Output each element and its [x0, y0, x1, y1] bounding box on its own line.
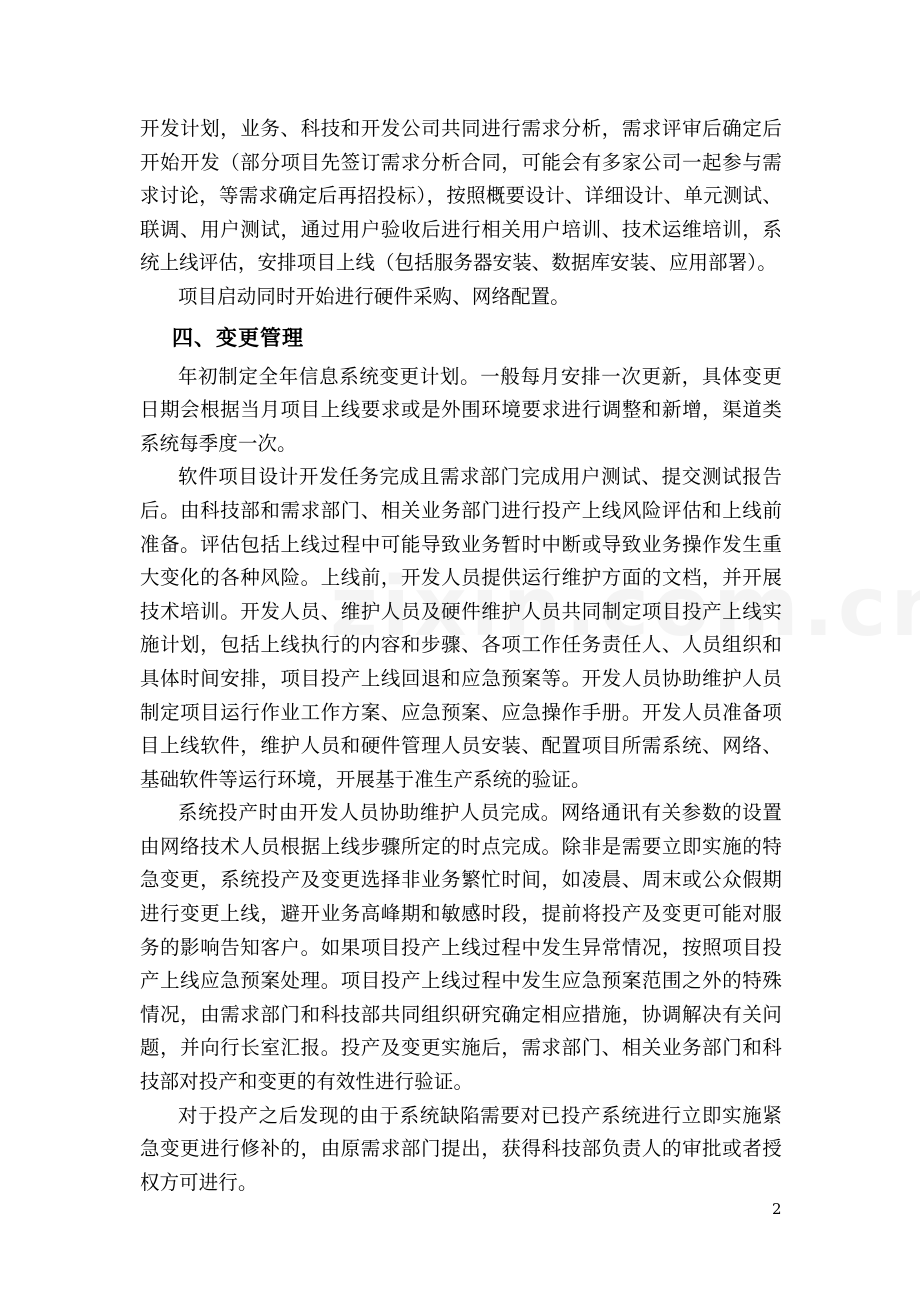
paragraph-annual-change-plan: 年初制定全年信息系统变更计划。一般每月安排一次更新，具体变更日期会根据当月项目上线要求或是外围环境要求进行调整和新增，渠道类系统每季度一次。: [140, 364, 782, 455]
paragraph-emergency-change: 对于投产之后发现的由于系统缺陷需要对已投产系统进行立即实施紧急变更进行修补的，由原需求部门提出，获得科技部负责人的审批或者授权方可进行。: [140, 1103, 782, 1194]
page-number: 2: [772, 1200, 782, 1218]
paragraph-hardware-procurement: 项目启动同时开始进行硬件采购、网络配置。: [178, 284, 570, 308]
section-heading: 四、变更管理: [172, 325, 304, 350]
page-body: [140, 112, 782, 1199]
paragraph-development-plan: 开发计划，业务、科技和开发公司共同进行需求分析，需求评审后确定后开始开发（部分项目先签订需求分析合同，可能会有多家公司一起参与需求讨论，等需求确定后再招投标），按照概要设计、详细设计、单元测试、联调、用户测试，通过用户验收后进行相关用户培训、技术运维培训，系统上线评估，安排项目上线（包括服务器安装、数据库安装、应用部署）。: [140, 117, 782, 275]
paragraph-launch-preparation: 软件项目设计开发任务完成且需求部门完成用户测试、提交测试报告后。由科技部和需求部门、相关业务部门进行投产上线风险评估和上线前准备。评估包括上线过程中可能导致业务暂时中断或导致业务操作发生重大变化的各种风险。上线前，开发人员提供运行维护方面的文档，并开展技术培训。开发人员、维护人员及硬件维护人员共同制定项目投产上线实施计划，包括上线执行的内容和步骤、各项工作任务责任人、人员组织和具体时间安排，项目投产上线回退和应急预案等。开发人员协助维护人员制定项目运行作业工作方案、应急预案、应急操作手册。开发人员准备项目上线软件，维护人员和硬件管理人员安装、配置项目所需系统、网络、基础软件等运行环境，开展基于准生产系统的验证。: [140, 465, 782, 791]
paragraph-production-deployment: 系统投产时由开发人员协助维护人员完成。网络通讯有关参数的设置由网络技术人员根据上线步骤所定的时点完成。除非是需要立即实施的特急变更，系统投产及变更选择非业务繁忙时间，如凌晨、周末或公众假期进行变更上线，避开业务高峰期和敏感时段，提前将投产及变更可能对服务的影响告知客户。如果项目投产上线过程中发生异常情况，按照项目投产上线应急预案处理。项目投产上线过程中发生应急预案范围之外的特殊情况，由需求部门和科技部共同组织研究确定相应措施，协调解决有关问题，并向行长室汇报。投产及变更实施后，需求部门、相关业务部门和科技部对投产和变更的有效性进行验证。: [140, 801, 782, 1094]
